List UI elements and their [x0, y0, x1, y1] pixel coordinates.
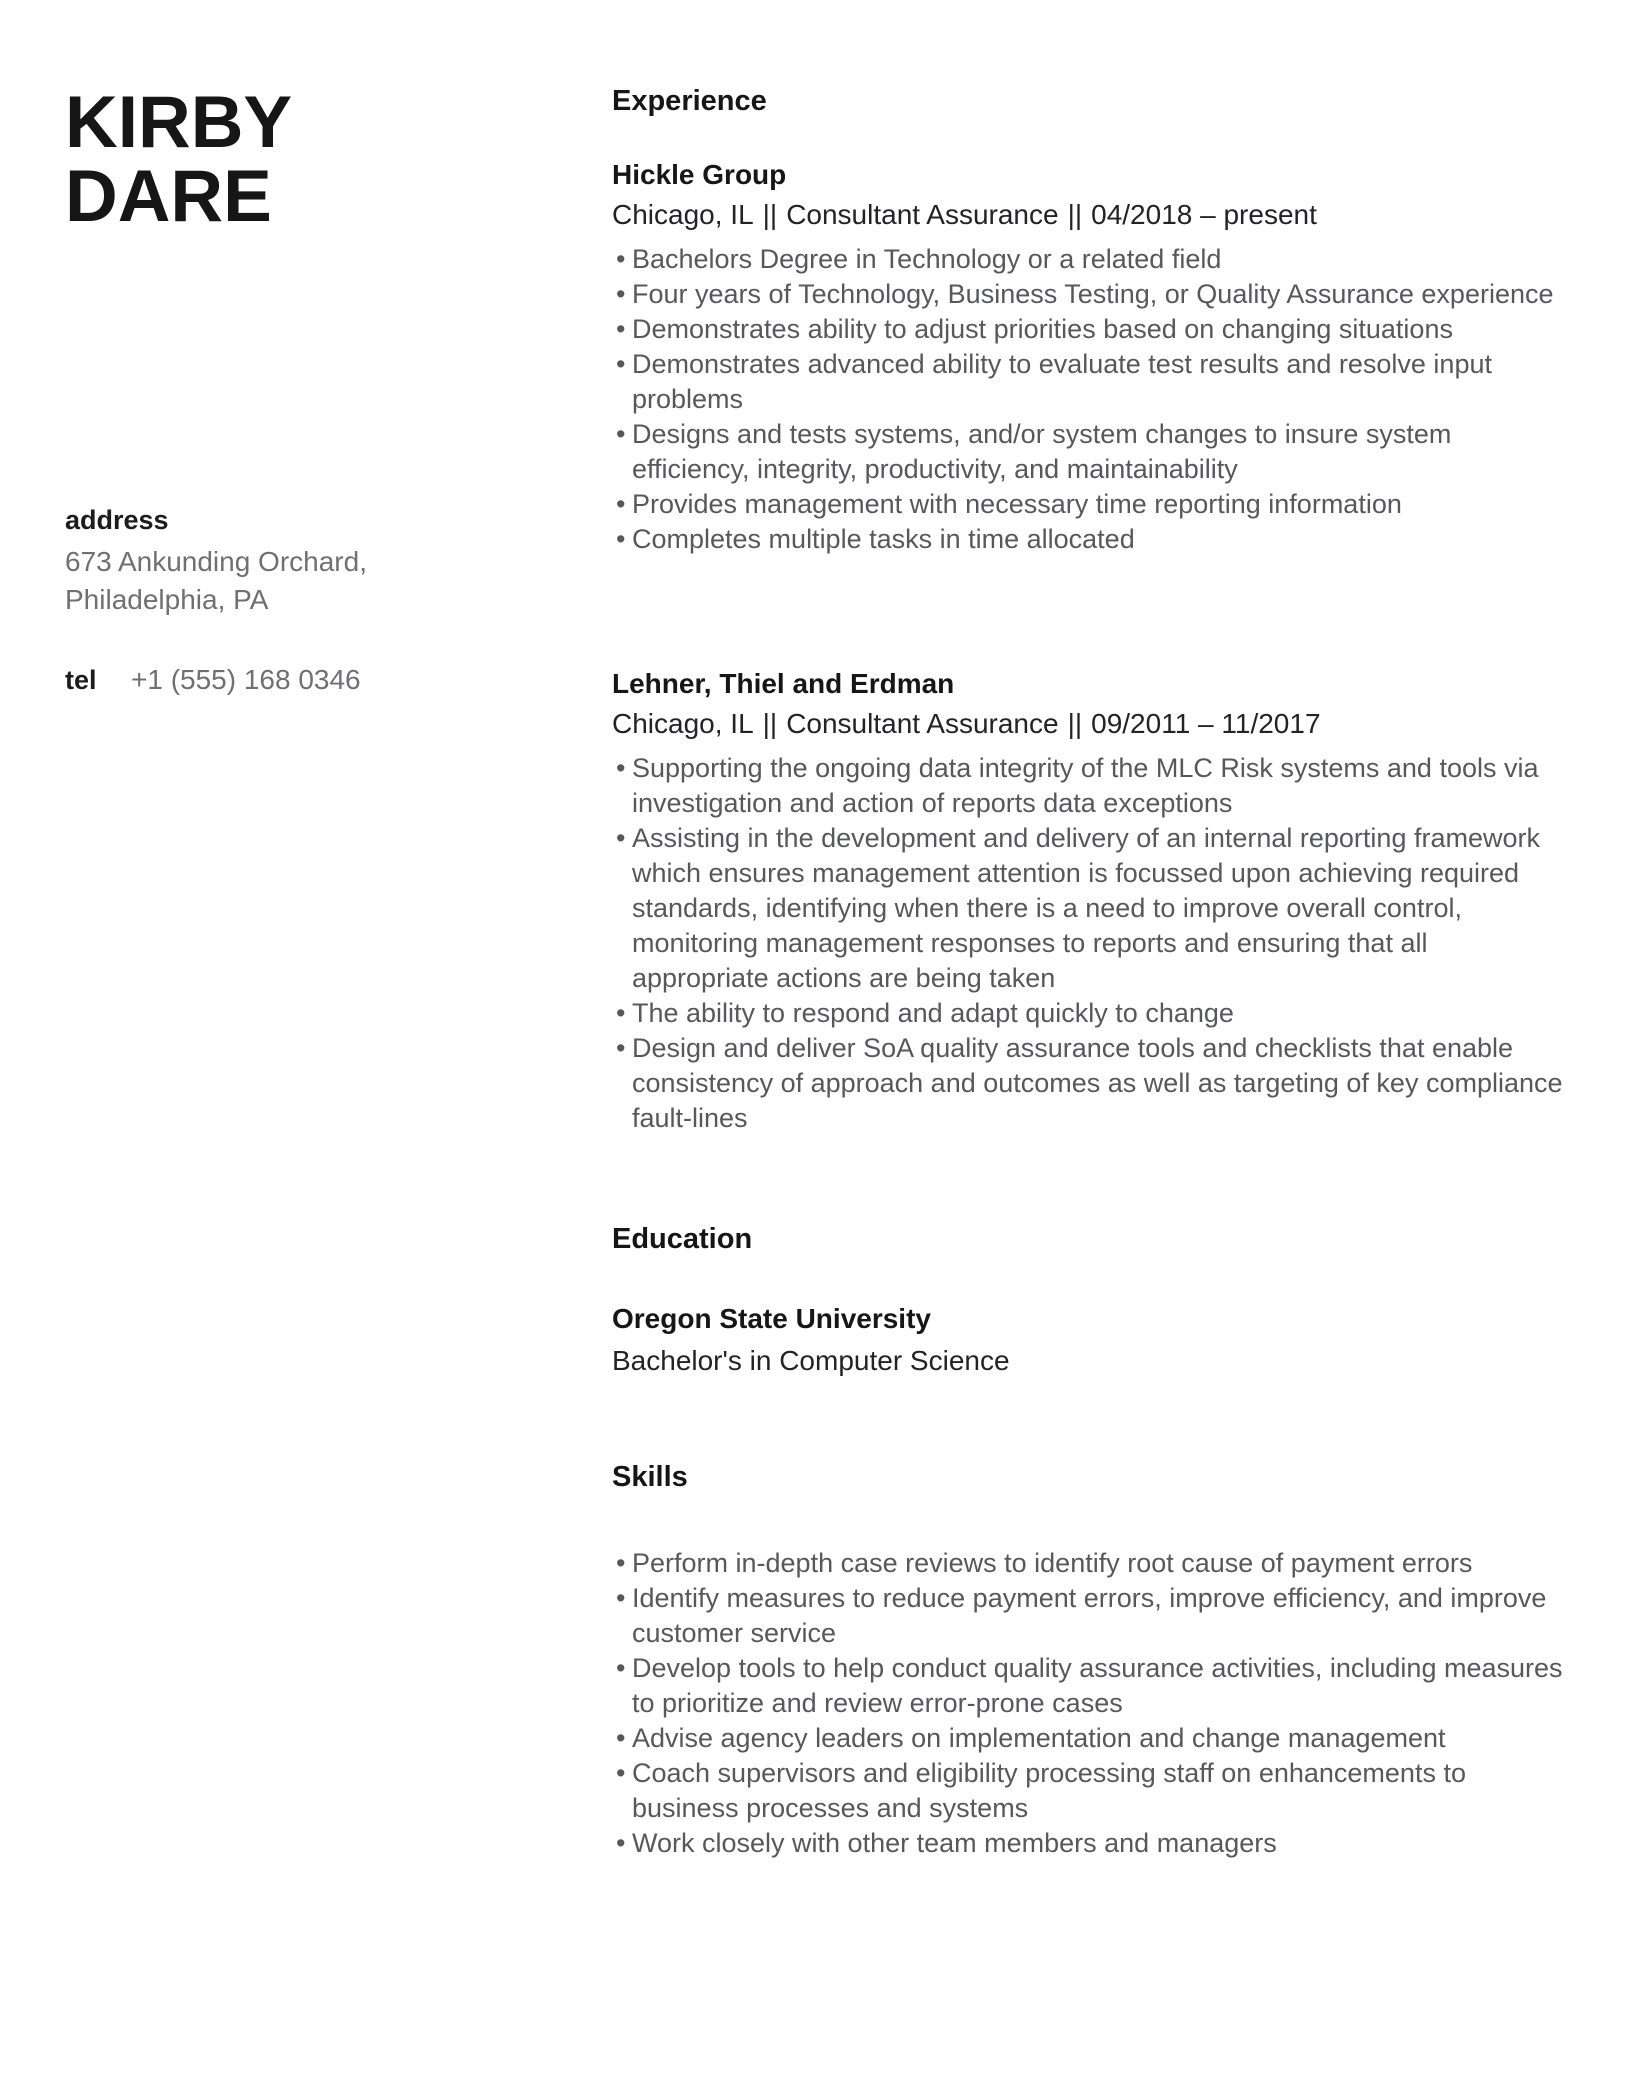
tel-value: +1 (555) 168 0346: [131, 664, 361, 695]
job-role: Consultant Assurance: [786, 199, 1059, 230]
skill-bullet: • Coach supervisors and eligibility processing staff on enhancements to business processes and systems: [612, 1756, 1564, 1826]
candidate-first-name: KIRBY: [65, 82, 293, 163]
skill-bullet: • Work closely with other team members and managers: [612, 1826, 1564, 1861]
job-bullet: • Demonstrates ability to adjust priorities based on changing situations: [612, 312, 1564, 347]
skills-list: [612, 1546, 1564, 1861]
job-location: Chicago, IL: [612, 708, 754, 739]
job-bullet: • Designs and tests systems, and/or system changes to insure system efficiency, integrity, productivity, and maintainability: [612, 417, 1564, 487]
address-line-2: Philadelphia, PA: [65, 584, 269, 615]
job-dates: 09/2011 – 11/2017: [1091, 708, 1321, 739]
meta-separator: ||: [762, 199, 778, 230]
job-bullet: • Demonstrates advanced ability to evaluate test results and resolve input problems: [612, 347, 1564, 417]
address-value: [65, 543, 535, 619]
section-heading-skills: Skills: [612, 1461, 688, 1493]
job-bullet: • Completes multiple tasks in time allocated: [612, 522, 1564, 557]
job-company: Hickle Group: [612, 159, 787, 190]
section-heading-education: Education: [612, 1223, 753, 1255]
experience-entry: [612, 158, 1564, 557]
tel-label: tel: [65, 665, 97, 695]
skill-bullet: • Identify measures to reduce payment errors, improve efficiency, and improve customer service: [612, 1581, 1564, 1651]
job-role: Consultant Assurance: [786, 708, 1059, 739]
experience-entry: [612, 667, 1564, 1136]
section-heading-experience: Experience: [612, 85, 767, 117]
skill-bullet: • Advise agency leaders on implementation and change management: [612, 1721, 1564, 1756]
skill-bullet: • Develop tools to help conduct quality assurance activities, including measures to prioritize and review error-prone cases: [612, 1651, 1564, 1721]
job-bullet: • Provides management with necessary time reporting information: [612, 487, 1564, 522]
job-dates: 04/2018 – present: [1091, 199, 1317, 230]
job-meta: [612, 198, 1564, 232]
meta-separator: ||: [1067, 708, 1083, 739]
education-school: Oregon State University: [612, 1303, 931, 1334]
candidate-last-name: DARE: [65, 156, 272, 237]
job-bullet-list: [612, 242, 1564, 557]
job-bullet: • Design and deliver SoA quality assurance tools and checklists that enable consistency of approach and outcomes as well as targeting of key compliance fault-lines: [612, 1031, 1564, 1136]
address-line-1: 673 Ankunding Orchard,: [65, 546, 367, 577]
job-bullet: • Bachelors Degree in Technology or a related field: [612, 242, 1564, 277]
job-bullet: • Assisting in the development and delivery of an internal reporting framework which ensures management attention is focussed upon achieving required standards, identifying when there is a need to improve overall control, monitoring management responses to reports and ensuring that all appropriate actions are being taken: [612, 821, 1564, 996]
address-label: address: [65, 505, 169, 535]
job-bullet-list: [612, 751, 1564, 1136]
job-location: Chicago, IL: [612, 199, 754, 230]
education-degree: Bachelor's in Computer Science: [612, 1345, 1010, 1376]
candidate-name: [65, 82, 293, 237]
job-bullet: • The ability to respond and adapt quickly to change: [612, 996, 1564, 1031]
education-entry: [612, 1302, 1564, 1378]
address-block: [65, 505, 535, 619]
telephone-block: [65, 664, 535, 696]
meta-separator: ||: [762, 708, 778, 739]
job-company: Lehner, Thiel and Erdman: [612, 668, 955, 699]
job-bullet: • Supporting the ongoing data integrity of the MLC Risk systems and tools via investigation and action of reports data exceptions: [612, 751, 1564, 821]
job-bullet: • Four years of Technology, Business Testing, or Quality Assurance experience: [612, 277, 1564, 312]
job-meta: [612, 707, 1564, 741]
meta-separator: ||: [1067, 199, 1083, 230]
skill-bullet: • Perform in-depth case reviews to identify root cause of payment errors: [612, 1546, 1564, 1581]
